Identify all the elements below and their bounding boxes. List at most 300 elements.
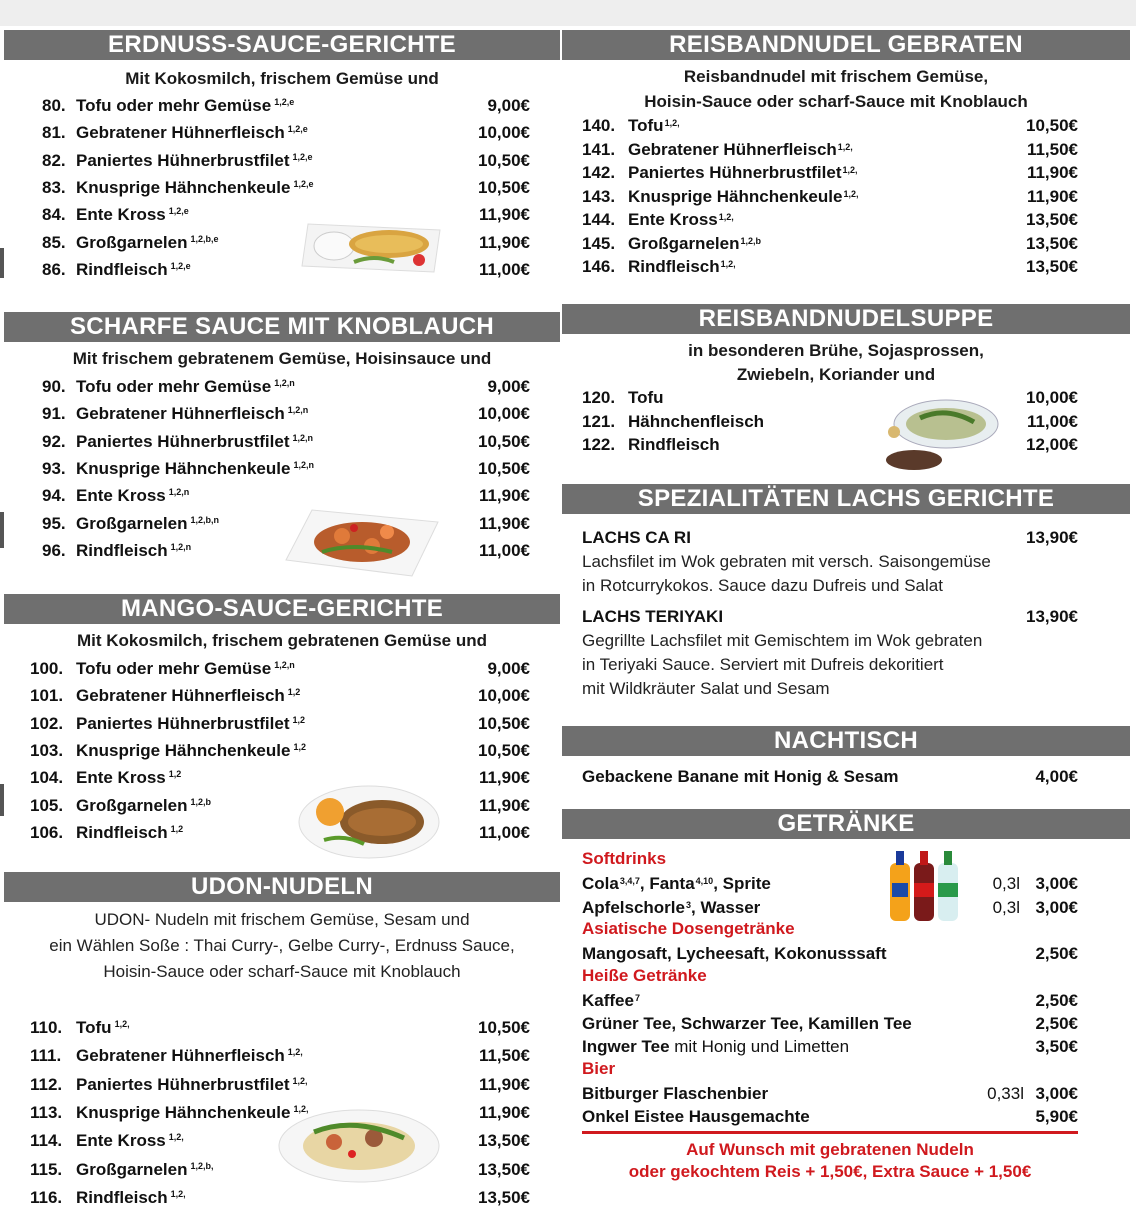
allergen-note: 1,2, xyxy=(293,1103,309,1114)
item-name-text: Ente Kross xyxy=(76,486,166,506)
item-name xyxy=(628,410,764,433)
allergen-note: 1,2,b,n xyxy=(190,514,219,525)
item-price: 10,50€ xyxy=(478,431,530,451)
drink-row xyxy=(582,942,1078,965)
item-name xyxy=(628,138,853,161)
item-number: 82. xyxy=(42,150,66,170)
item-price: 13,50€ xyxy=(478,1131,530,1151)
item-price: 11,00€ xyxy=(478,259,530,279)
menu-item xyxy=(30,1184,530,1211)
menu-item xyxy=(30,1014,530,1041)
menu-item xyxy=(42,428,530,455)
item-number: 120. xyxy=(582,388,616,407)
drink-name: Kaffee xyxy=(582,991,634,1010)
footer-note: Auf Wunsch mit gebratenen Nudeln xyxy=(686,1140,974,1159)
allergen-note: 3,4,7 xyxy=(619,876,640,886)
section-description: Hoisin-Sauce oder scharf-Sauce mit Knoblauch xyxy=(103,962,461,981)
section-nachtisch xyxy=(562,726,1130,786)
item-number: 85. xyxy=(42,232,66,252)
item-name-text: Großgarnelen xyxy=(76,1159,188,1179)
item-number: 104. xyxy=(30,768,64,788)
section-subtitle: Mit frischem gebratenem Gemüse, Hoisinsauce und xyxy=(72,349,492,368)
menu-item xyxy=(30,1042,530,1069)
drink-name: Mangosaft, Lycheesaft, Kokonusssaft xyxy=(582,944,887,963)
item-price: 10,50€ xyxy=(478,150,530,170)
category-label: Softdrinks xyxy=(582,849,667,868)
allergen-note: 4,10 xyxy=(695,876,714,886)
allergen-note: 1,2, xyxy=(114,1019,130,1029)
section-suppe xyxy=(562,304,1130,454)
drink-price: 3,00€ xyxy=(1035,1084,1078,1103)
item-price: 9,00€ xyxy=(487,659,530,678)
item-name-text: Knusprige Hähnchenkeule xyxy=(76,177,291,197)
item-name: LACHS TERIYAKI xyxy=(582,607,724,626)
menu-item xyxy=(30,710,530,737)
item-price: 10,50€ xyxy=(478,713,530,733)
item-number: 103. xyxy=(30,740,64,760)
item-number: 106. xyxy=(30,822,64,842)
item-price: 9,00€ xyxy=(487,96,530,115)
item-price: 13,50€ xyxy=(1026,233,1078,253)
menu-item xyxy=(42,373,530,400)
item-number: 146. xyxy=(582,257,616,276)
allergen-note: 1,2,n xyxy=(168,487,190,498)
bottles-image xyxy=(886,843,966,925)
section-title: ERDNUSS-SAUCE-GERICHTE xyxy=(4,30,560,60)
allergen-note: 1,2 xyxy=(292,714,306,725)
category-label: Heiße Getränke xyxy=(582,966,707,985)
item-name-text: Ente Kross xyxy=(628,210,718,229)
allergen-note: 1,2,n xyxy=(170,541,192,552)
item-name-text: Paniertes Hühnerbrustfilet xyxy=(76,150,290,170)
item-name-text: Gebratener Hühnerfleisch xyxy=(76,686,285,706)
menu-item xyxy=(42,119,530,146)
allergen-note: 1,2, xyxy=(720,259,736,269)
item-price: 9,00€ xyxy=(487,377,530,396)
drink-name: Grüner Tee, Schwarzer Tee, Kamillen Tee xyxy=(582,1014,912,1033)
item-price: 13,50€ xyxy=(478,1187,530,1207)
item-name-text: Rindfleisch xyxy=(76,822,168,842)
item-name: LACHS CA RI xyxy=(582,528,691,547)
item-number: 83. xyxy=(42,177,66,197)
section-description: UDON- Nudeln mit frischem Gemüse, Sesam und xyxy=(94,910,470,929)
allergen-note: 1,2,n xyxy=(287,405,309,416)
item-name: Gebackene Banane mit Honig & Sesam xyxy=(582,767,899,786)
item-number: 144. xyxy=(582,210,616,229)
drink-price: 2,50€ xyxy=(1035,991,1078,1010)
item-name-text: Paniertes Hühnerbrustfilet xyxy=(76,713,290,733)
section-subtitle: Reisbandnudel mit frischem Gemüse, xyxy=(683,67,989,86)
allergen-note: 1,2, xyxy=(664,118,680,128)
item-price: 13,90€ xyxy=(1026,528,1078,547)
item-description: in Teriyaki Sauce. Serviert mit Dufreis dekoritiert xyxy=(582,655,944,674)
item-name-text: Tofu xyxy=(628,116,664,135)
item-name xyxy=(628,161,858,184)
item-price: 10,50€ xyxy=(1026,116,1078,135)
item-name-text: Knusprige Hähnchenkeule xyxy=(628,186,843,206)
item-number: 112. xyxy=(30,1074,63,1094)
allergen-note: 1,2 xyxy=(287,687,301,698)
item-name xyxy=(76,1156,213,1183)
allergen-note: 1,2, xyxy=(843,188,859,199)
drink-size: 0,3l xyxy=(992,874,1020,893)
item-price: 11,00€ xyxy=(478,822,530,842)
drink-name: , Fanta xyxy=(639,874,695,893)
item-name xyxy=(628,208,734,231)
item-name xyxy=(76,256,191,283)
menu-list xyxy=(582,114,1078,279)
section-subtitle: Mit Kokosmilch, frischem gebratenen Gemüse und xyxy=(77,631,487,650)
item-name-text: Gebratener Hühnerfleisch xyxy=(76,123,285,143)
item-name xyxy=(76,92,294,119)
item-name-text: Rindfleisch xyxy=(76,1187,168,1207)
item-number: 84. xyxy=(42,205,66,225)
allergen-note: 1,2,e xyxy=(292,151,313,162)
menu-item xyxy=(42,400,530,427)
item-name-text: Paniertes Hühnerbrustfilet xyxy=(76,1074,290,1094)
drink-price: 3,50€ xyxy=(1035,1037,1078,1056)
item-name-text: Rindfleisch xyxy=(628,435,720,454)
item-price: 11,00€ xyxy=(1026,411,1078,431)
dish-image xyxy=(274,1102,444,1186)
item-name-text: Tofu oder mehr Gemüse xyxy=(76,659,272,678)
section-title: SCHARFE SAUCE MIT KNOBLAUCH xyxy=(4,312,560,342)
item-number: 142. xyxy=(582,163,616,182)
item-number: 105. xyxy=(30,795,64,815)
item-name xyxy=(76,710,305,737)
allergen-note: 1,2,e xyxy=(274,97,295,107)
item-name xyxy=(76,455,314,482)
item-name-text: Rindfleisch xyxy=(76,259,168,279)
item-price: 10,00€ xyxy=(478,686,530,706)
item-number: 94. xyxy=(42,486,66,506)
item-name xyxy=(76,428,313,455)
section-subtitle: Mit Kokosmilch, frischem Gemüse und xyxy=(125,69,439,88)
item-price: 11,50€ xyxy=(1026,139,1078,159)
drink-size: 0,33l xyxy=(987,1084,1024,1103)
item-name xyxy=(76,682,300,709)
item-name-text: Knusprige Hähnchenkeule xyxy=(76,458,291,478)
allergen-note: 1,2,n xyxy=(292,432,314,443)
drink-row xyxy=(582,1035,1078,1058)
drink-price: 5,90€ xyxy=(1035,1107,1078,1126)
item-price: 13,90€ xyxy=(1026,607,1078,626)
item-number: 95. xyxy=(42,513,66,533)
item-price: 11,00€ xyxy=(478,540,530,560)
item-number: 91. xyxy=(42,404,66,424)
menu-item xyxy=(30,819,530,846)
allergen-note: 1,2,e xyxy=(170,260,191,271)
item-name xyxy=(628,386,664,409)
section-erdnuss xyxy=(4,30,560,279)
menu-item xyxy=(42,147,530,174)
menu-item xyxy=(582,526,1078,549)
drink-row xyxy=(582,896,1078,919)
allergen-note: 1,2 xyxy=(168,769,182,780)
edge-mark xyxy=(0,512,4,548)
item-name-text: Tofu xyxy=(628,388,664,407)
item-name xyxy=(76,1184,186,1211)
item-price: 11,90€ xyxy=(1026,186,1078,206)
menu-list xyxy=(42,92,530,282)
section-title: NACHTISCH xyxy=(562,726,1130,756)
drink-row xyxy=(582,1012,1078,1035)
allergen-note: 1,2,e xyxy=(287,124,308,135)
drink-name: , Wasser xyxy=(691,898,761,917)
item-name xyxy=(76,229,218,256)
menu-item xyxy=(582,232,1078,255)
menu-item xyxy=(582,433,1078,456)
item-name-text: Ente Kross xyxy=(76,768,166,788)
item-price: 11,90€ xyxy=(478,205,530,225)
item-number: 90. xyxy=(42,377,66,396)
menu-item xyxy=(582,138,1078,161)
footer-note: oder gekochtem Reis + 1,50€, Extra Sauce + 1,50€ xyxy=(628,1162,1032,1181)
allergen-note: 1,2,e xyxy=(168,206,189,217)
allergen-note: 1,2,n xyxy=(293,459,314,470)
section-title: SPEZIALITÄTEN LACHS GERICHTE xyxy=(562,484,1130,514)
item-price: 4,00€ xyxy=(1035,767,1078,786)
item-name-text: Gebratener Hühnerfleisch xyxy=(76,1046,285,1066)
allergen-note: 1,2 xyxy=(293,741,306,752)
item-price: 10,00€ xyxy=(478,123,530,143)
drink-name: Ingwer Tee xyxy=(582,1037,670,1056)
item-price: 10,00€ xyxy=(478,404,530,424)
drink-price: 2,50€ xyxy=(1035,944,1078,963)
menu-item xyxy=(582,161,1078,184)
allergen-note: 1,2, xyxy=(718,212,734,222)
dish-image xyxy=(294,216,444,274)
section-subtitle: Zwiebeln, Koriander und xyxy=(736,365,936,384)
item-name-text: Ente Kross xyxy=(76,205,166,225)
drink-name: Onkel Eistee Hausgemachte xyxy=(582,1107,810,1126)
menu-item xyxy=(582,765,1078,788)
allergen-note: 1,2, xyxy=(287,1047,303,1058)
item-name xyxy=(76,1127,184,1154)
drink-detail: mit Honig und Limetten xyxy=(669,1037,850,1056)
allergen-note: 1,2 xyxy=(170,823,184,834)
section-title: REISBANDNUDELSUPPE xyxy=(562,304,1130,334)
allergen-note: 1,2,b, xyxy=(190,1160,214,1171)
section-reisbandnudel xyxy=(562,30,1130,276)
drink-row xyxy=(582,1105,1078,1128)
menu-item xyxy=(30,737,530,764)
allergen-note: 1,2, xyxy=(292,1075,308,1086)
item-name-text: Rindfleisch xyxy=(628,257,720,276)
section-lachs xyxy=(562,484,1130,698)
drink-name: Apfelschorle xyxy=(582,898,685,917)
item-name-text: Knusprige Hähnchenkeule xyxy=(76,740,291,760)
item-price: 11,90€ xyxy=(478,1102,530,1122)
item-name-text: Großgarnelen xyxy=(76,232,188,252)
menu-item xyxy=(30,1071,530,1098)
item-number: 100. xyxy=(30,659,64,678)
section-title: REISBANDNUDEL GEBRATEN xyxy=(562,30,1130,60)
allergen-note: 7 xyxy=(634,993,640,1003)
item-number: 101. xyxy=(30,686,64,706)
category-label: Bier xyxy=(582,1059,616,1078)
item-name xyxy=(76,537,191,564)
item-name xyxy=(628,114,680,137)
section-title: GETRÄNKE xyxy=(562,809,1130,839)
item-name-text: Großgarnelen xyxy=(76,795,188,815)
item-name xyxy=(628,433,720,456)
drink-name: , Sprite xyxy=(713,874,771,893)
menu-item xyxy=(42,92,530,119)
item-name xyxy=(628,255,736,278)
item-number: 114. xyxy=(30,1131,63,1151)
drink-size: 0,3l xyxy=(992,898,1020,917)
item-name xyxy=(76,1071,308,1098)
item-name xyxy=(76,819,183,846)
menu-list xyxy=(582,386,1078,458)
item-number: 121. xyxy=(582,411,616,431)
menu-item xyxy=(42,174,530,201)
item-number: 81. xyxy=(42,123,66,143)
item-number: 80. xyxy=(42,96,66,115)
item-number: 141. xyxy=(582,139,616,159)
dish-image xyxy=(880,388,1000,478)
item-name xyxy=(628,185,858,208)
item-name xyxy=(76,737,306,764)
menu-item xyxy=(30,792,530,819)
dish-image xyxy=(282,502,442,582)
item-name-text: Tofu oder mehr Gemüse xyxy=(76,377,272,396)
dish-image xyxy=(294,778,444,862)
item-number: 113. xyxy=(30,1102,63,1122)
item-name-text: Knusprige Hähnchenkeule xyxy=(76,1102,291,1122)
item-price: 11,90€ xyxy=(478,513,530,533)
section-subtitle: Hoisin-Sauce oder scharf-Sauce mit Knoblauch xyxy=(644,92,1028,111)
menu-item xyxy=(582,185,1078,208)
item-price: 11,90€ xyxy=(478,795,530,815)
section-getraenke xyxy=(562,809,1130,1181)
drink-price: 2,50€ xyxy=(1035,1014,1078,1033)
menu-item xyxy=(582,208,1078,231)
menu-item xyxy=(582,386,1078,409)
drink-name: Cola xyxy=(582,874,619,893)
item-name-text: Tofu xyxy=(76,1018,112,1037)
item-price: 11,90€ xyxy=(478,232,530,252)
menu-item xyxy=(42,201,530,228)
section-scharf xyxy=(4,312,560,560)
drink-price: 3,00€ xyxy=(1035,874,1078,893)
item-number: 86. xyxy=(42,259,66,279)
red-divider xyxy=(582,1131,1078,1134)
section-title: MANGO-SAUCE-GERICHTE xyxy=(4,594,560,624)
menu-item xyxy=(42,229,530,256)
item-price: 13,50€ xyxy=(1026,257,1078,276)
item-number: 92. xyxy=(42,431,66,451)
item-price: 13,50€ xyxy=(1026,210,1078,229)
item-price: 10,50€ xyxy=(478,1018,530,1037)
item-name-text: Großgarnelen xyxy=(76,513,188,533)
item-name xyxy=(76,655,295,682)
allergen-note: 1,2,e xyxy=(293,178,314,189)
item-price: 11,90€ xyxy=(1026,163,1078,182)
allergen-note: 1,2, xyxy=(837,141,853,152)
allergen-note: 1,2, xyxy=(170,1188,186,1199)
item-name-text: Großgarnelen xyxy=(628,233,740,253)
drink-row xyxy=(582,872,1078,895)
item-price: 10,50€ xyxy=(478,458,530,478)
allergen-note: 1,2,b,e xyxy=(190,233,219,244)
section-title: UDON-NUDELN xyxy=(4,872,560,902)
section-subtitle: in besonderen Brühe, Sojasprossen, xyxy=(688,341,984,360)
item-name xyxy=(76,119,308,146)
section-udon xyxy=(4,872,560,1207)
item-name-text: Tofu oder mehr Gemüse xyxy=(76,96,272,115)
menu-item xyxy=(582,605,1078,628)
item-name-text: Paniertes Hühnerbrustfilet xyxy=(76,431,290,451)
item-name-text: Ente Kross xyxy=(76,1131,166,1151)
menu-item xyxy=(30,655,530,682)
item-number: 116. xyxy=(30,1187,63,1207)
allergen-note: 1,2,n xyxy=(274,660,295,670)
menu-item xyxy=(42,256,530,283)
item-name xyxy=(76,174,313,201)
drink-name: Bitburger Flaschenbier xyxy=(582,1084,769,1103)
section-mango xyxy=(4,594,560,842)
item-name-text: Gebratener Hühnerfleisch xyxy=(76,404,285,424)
item-number: 145. xyxy=(582,233,616,253)
item-price: 10,50€ xyxy=(478,177,530,197)
allergen-note: 3 xyxy=(685,900,691,910)
drink-row xyxy=(582,989,1078,1012)
allergen-note: 1,2, xyxy=(168,1132,184,1143)
item-number: 140. xyxy=(582,116,616,135)
item-name xyxy=(628,232,761,255)
item-number: 143. xyxy=(582,186,616,206)
item-description: Lachsfilet im Wok gebraten mit versch. Saisongemüse xyxy=(582,552,991,571)
item-price: 12,00€ xyxy=(1026,435,1078,454)
menu-item xyxy=(30,764,530,791)
item-price: 11,90€ xyxy=(478,486,530,506)
menu-list xyxy=(30,655,530,845)
allergen-note: 1,2,b xyxy=(740,235,761,246)
item-price: 10,00€ xyxy=(1026,388,1078,407)
category-label: Asiatische Dosengetränke xyxy=(582,919,795,938)
item-price: 11,90€ xyxy=(478,768,530,788)
item-name xyxy=(76,1042,303,1069)
drink-price: 3,00€ xyxy=(1035,898,1078,917)
item-description: mit Wildkräuter Salat und Sesam xyxy=(582,679,830,698)
item-name xyxy=(76,147,313,174)
edge-mark xyxy=(0,784,4,816)
menu-item xyxy=(582,255,1078,278)
menu-item xyxy=(42,455,530,482)
item-name-text: Hähnchenfleisch xyxy=(628,411,765,431)
item-description: in Rotcurrykokos. Sauce dazu Dufreis und Salat xyxy=(582,576,943,595)
item-number: 122. xyxy=(582,435,616,454)
item-name xyxy=(76,373,295,400)
allergen-note: 1,2,n xyxy=(274,378,295,388)
top-strip xyxy=(0,0,1136,26)
item-name xyxy=(76,400,308,427)
item-number: 111. xyxy=(30,1046,62,1066)
item-name xyxy=(76,510,219,537)
item-number: 110. xyxy=(30,1018,63,1037)
item-description: Gegrillte Lachsfilet mit Gemischtem im Wok gebraten xyxy=(582,631,983,650)
item-price: 13,50€ xyxy=(478,1159,530,1179)
item-number: 115. xyxy=(30,1159,63,1179)
item-price: 11,50€ xyxy=(478,1046,530,1066)
allergen-note: 1,2,b xyxy=(190,796,211,807)
item-number: 102. xyxy=(30,713,64,733)
item-name-text: Gebratener Hühnerfleisch xyxy=(628,139,837,159)
item-name xyxy=(76,764,181,791)
item-price: 10,50€ xyxy=(478,740,530,760)
